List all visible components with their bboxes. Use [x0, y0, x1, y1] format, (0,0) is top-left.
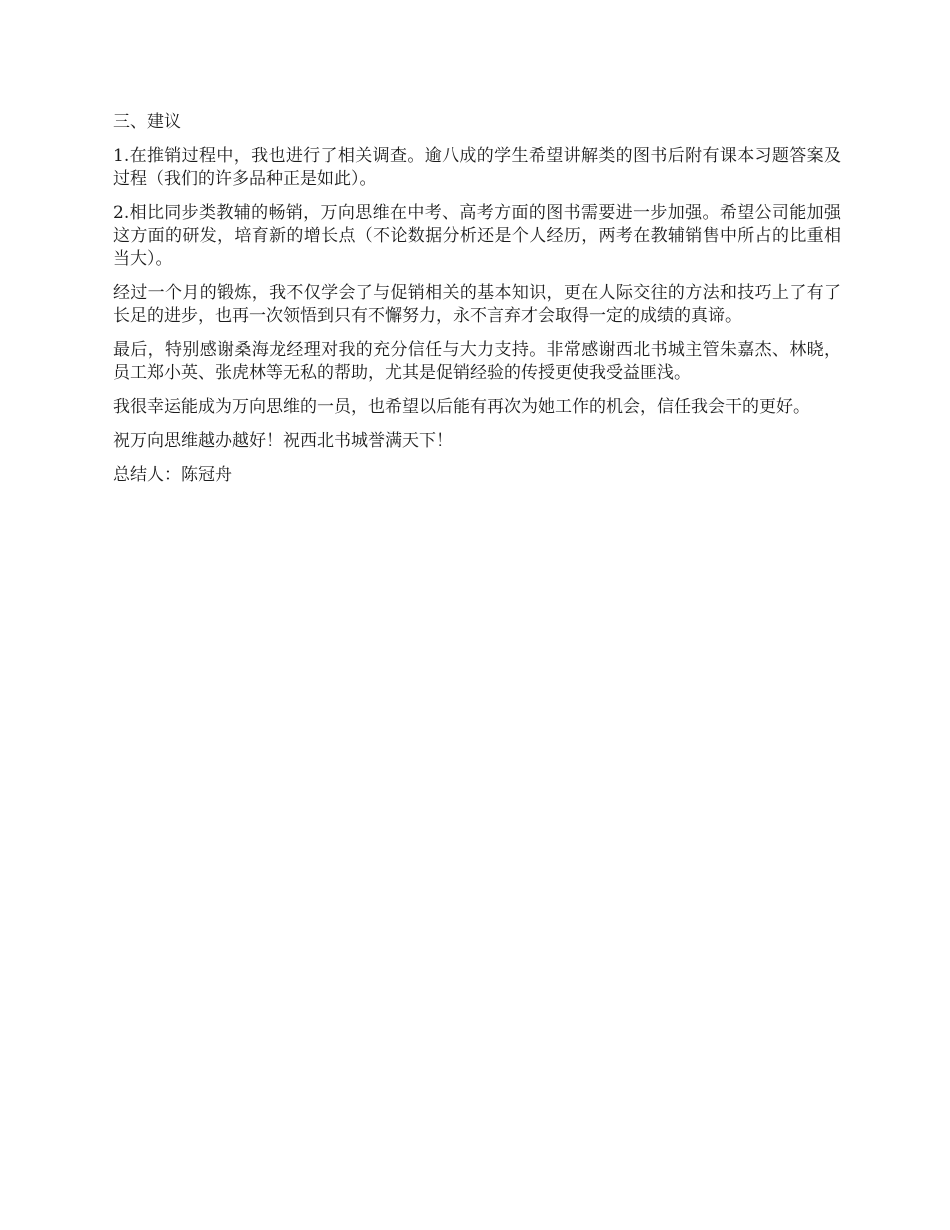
paragraph-suggestion-1: 1.在推销过程中，我也进行了相关调查。逾八成的学生希望讲解类的图书后附有课本习题答案及过程（我们的许多品种正是如此）。: [113, 146, 841, 189]
paragraph-thanks: 最后，特别感谢桑海龙经理对我的充分信任与大力支持。非常感谢西北书城主管朱嘉杰、林晓，员工郑小英、张虎林等无私的帮助，尤其是促销经验的传授更使我受益匪浅。: [113, 340, 841, 383]
signature-line: 总结人：陈冠舟: [113, 465, 232, 485]
paragraph-suggestion-2: 2.相比同步类教辅的畅销，万向思维在中考、高考方面的图书需要进一步加强。希望公司能加强这方面的研发，培育新的增长点（不论数据分析还是个人经历，两考在教辅销售中所占的比重相当大）。: [113, 203, 841, 269]
section-heading: 三、建议: [113, 112, 181, 132]
paragraph-experience: 经过一个月的锻炼，我不仅学会了与促销相关的基本知识，更在人际交往的方法和技巧上了有了长足的进步，也再一次领悟到只有不懈努力，永不言弃才会取得一定的成绩的真谛。: [113, 283, 841, 326]
paragraph-hope: 我很幸运能成为万向思维的一员，也希望以后能有再次为她工作的机会，信任我会干的更好。: [113, 397, 810, 417]
document-body: [113, 111, 841, 487]
paragraph-wishes: 祝万向思维越办越好！祝西北书城誉满天下！: [113, 431, 453, 451]
